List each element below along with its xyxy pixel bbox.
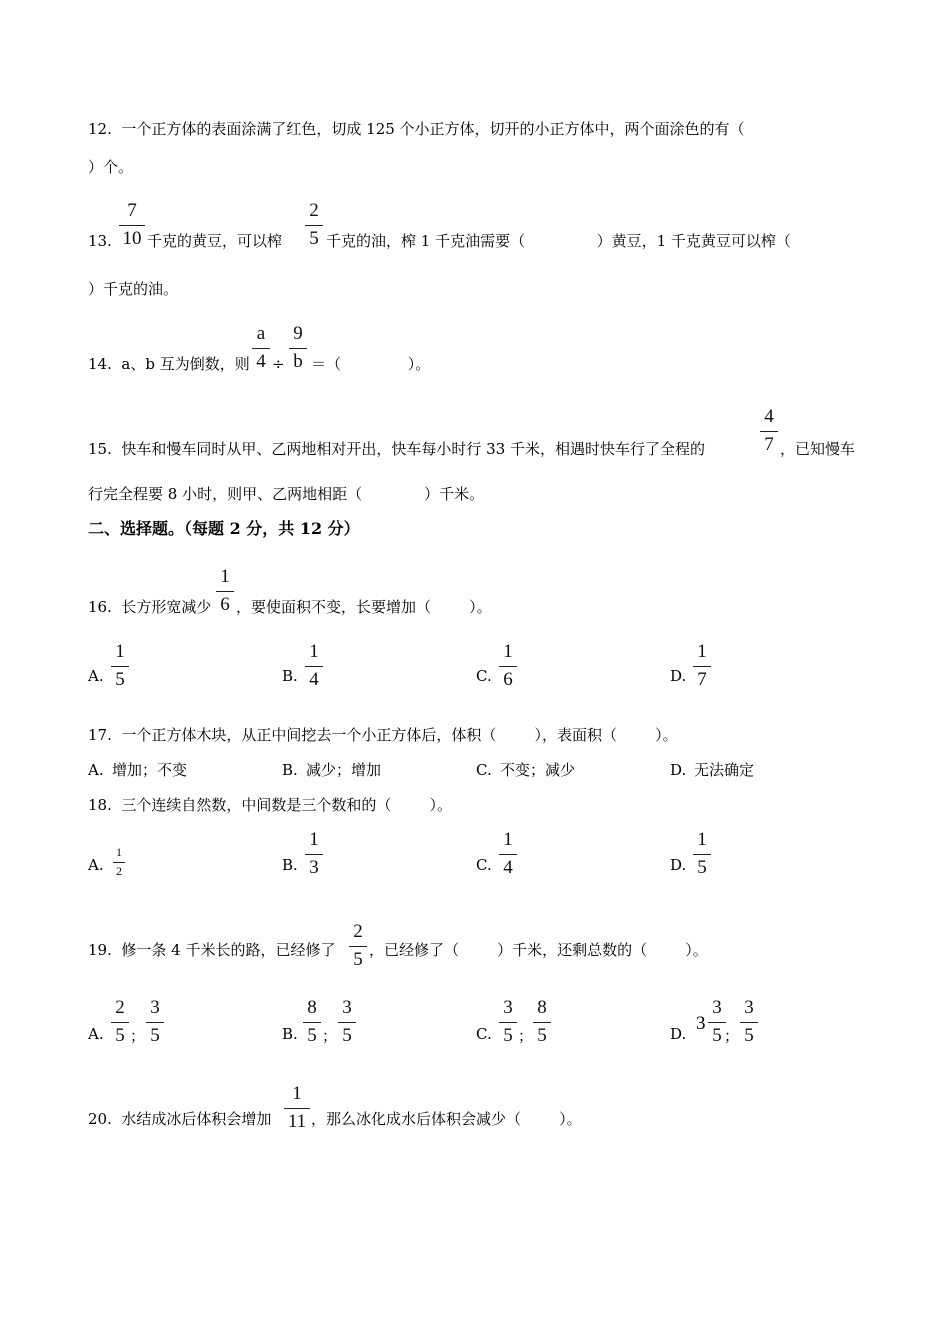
denominator: 5 bbox=[744, 1025, 754, 1046]
q20-text-2: ，那么冰化成水后体积会减少（ ）。 bbox=[311, 1110, 582, 1128]
q17-option-a-text: 增加；不变 bbox=[112, 761, 188, 779]
numerator: 1 bbox=[220, 566, 230, 587]
q15-text-1: 15. 快车和慢车同时从甲、乙两地相对开出，快车每小时行 33 千米，相遇时快车行了全程的 bbox=[88, 440, 706, 458]
fraction-bar bbox=[216, 591, 234, 592]
q19-option-d-fraction-2 bbox=[737, 996, 761, 1048]
denominator: 5 bbox=[115, 1025, 125, 1046]
fraction-bar bbox=[499, 1022, 517, 1023]
denominator: 6 bbox=[220, 594, 230, 615]
q16-option-d-label: D. bbox=[670, 667, 687, 685]
q14-fraction-2 bbox=[286, 322, 310, 374]
q12-line2: ）个。 bbox=[88, 158, 134, 176]
numerator: 4 bbox=[764, 406, 774, 427]
q13-fraction-1 bbox=[116, 199, 148, 251]
numerator: 8 bbox=[537, 997, 547, 1018]
q16-option-a-label: A. bbox=[88, 667, 104, 685]
numerator: 2 bbox=[115, 997, 125, 1018]
denominator: b bbox=[293, 351, 303, 372]
q19-fraction bbox=[346, 920, 370, 972]
q19-option-b-fraction-1 bbox=[300, 996, 324, 1048]
q19-option-c-fraction-2 bbox=[530, 996, 554, 1048]
numerator: 2 bbox=[353, 921, 363, 942]
numerator: 3 bbox=[744, 997, 754, 1018]
q17-option-b-text: 减少；增加 bbox=[306, 761, 382, 779]
section-heading: 二、选择题。（每题 2 分，共 12 分） bbox=[88, 519, 360, 538]
q19-option-d-separator: ； bbox=[724, 1027, 740, 1045]
fraction-bar bbox=[146, 1022, 164, 1023]
fraction-bar bbox=[305, 225, 323, 226]
q20-text-1: 20. 水结成冰后体积会增加 bbox=[88, 1110, 272, 1128]
fraction-bar bbox=[252, 348, 270, 349]
q17-question: 17. 一个正方体木块，从正中间挖去一个小正方体后，体积（ ），表面积（ ）。 bbox=[88, 726, 678, 744]
q19-option-c-fraction-1 bbox=[496, 996, 520, 1048]
q19-option-a-label: A. bbox=[88, 1025, 104, 1043]
numerator: 7 bbox=[127, 200, 137, 221]
q13-line2: ）千克的油。 bbox=[88, 280, 179, 298]
numerator: 9 bbox=[293, 323, 303, 344]
fraction-bar bbox=[499, 666, 517, 667]
fraction-bar bbox=[693, 854, 711, 855]
numerator: 1 bbox=[115, 641, 125, 662]
q18-option-a-label: A. bbox=[88, 856, 104, 874]
fraction-bar bbox=[305, 666, 323, 667]
fraction-bar bbox=[284, 1108, 310, 1109]
q19-option-d-whole-number: 3 bbox=[696, 1013, 706, 1034]
numerator: 1 bbox=[116, 845, 122, 859]
fraction-bar bbox=[111, 666, 129, 667]
q18-option-c-label: C. bbox=[476, 856, 492, 874]
q18-option-d-label: D. bbox=[670, 856, 687, 874]
q15-text-2: ，已知慢车 bbox=[780, 440, 856, 458]
q16-text-1: 16. 长方形宽减少 bbox=[88, 598, 212, 616]
q19-text-2: ，已经修了（ ）千米，还剩总数的（ ）。 bbox=[369, 941, 708, 959]
q19-option-a-separator: ； bbox=[130, 1027, 146, 1045]
q18-option-c-fraction bbox=[496, 828, 520, 880]
denominator: 5 bbox=[150, 1025, 160, 1046]
numerator: 3 bbox=[503, 997, 513, 1018]
q12-line1: 12. 一个正方体的表面涂满了红色，切成 125 个小正方体，切开的小正方体中，两个面涂色的有（ bbox=[88, 120, 745, 138]
numerator: a bbox=[256, 323, 266, 344]
q17-option-c-text: 不变；减少 bbox=[500, 761, 576, 779]
q13-text-2: 千克的油，榨 1 千克油需要（ ）黄豆，1 千克黄豆可以榨（ bbox=[326, 232, 791, 250]
numerator: 1 bbox=[503, 829, 513, 850]
denominator: 5 bbox=[503, 1025, 513, 1046]
q19-option-d-label: D. bbox=[670, 1025, 687, 1043]
fraction-bar bbox=[693, 666, 711, 667]
q15-fraction bbox=[757, 405, 781, 457]
fraction-bar bbox=[119, 225, 145, 226]
q19-option-a-fraction-2 bbox=[143, 996, 167, 1048]
fraction-bar bbox=[289, 348, 307, 349]
q17-option-b-label: B. bbox=[282, 761, 298, 779]
numerator: 2 bbox=[309, 200, 319, 221]
q19-option-c-label: C. bbox=[476, 1025, 492, 1043]
denominator: 11 bbox=[287, 1111, 307, 1132]
fraction-bar bbox=[740, 1022, 758, 1023]
denominator: 7 bbox=[697, 669, 707, 690]
q13-fraction-2 bbox=[302, 199, 326, 251]
denominator: 5 bbox=[307, 1025, 317, 1046]
q14-fraction-1 bbox=[249, 322, 273, 374]
q18-option-a-fraction bbox=[111, 844, 127, 880]
q19-option-c-separator: ； bbox=[518, 1027, 534, 1045]
fraction-bar bbox=[338, 1022, 356, 1023]
numerator: 1 bbox=[309, 641, 319, 662]
q16-option-b-fraction bbox=[302, 640, 326, 692]
fraction-bar bbox=[499, 854, 517, 855]
denominator: 5 bbox=[712, 1025, 722, 1046]
numerator: 3 bbox=[712, 997, 722, 1018]
denominator: 6 bbox=[503, 669, 513, 690]
fraction-bar bbox=[111, 1022, 129, 1023]
q16-option-c-fraction bbox=[496, 640, 520, 692]
denominator: 10 bbox=[122, 228, 142, 249]
q13-text-1: 千克的黄豆，可以榨 bbox=[147, 232, 283, 250]
numerator: 1 bbox=[292, 1083, 302, 1104]
q16-fraction bbox=[213, 565, 237, 617]
numerator: 1 bbox=[309, 829, 319, 850]
denominator: 2 bbox=[116, 864, 122, 878]
q14-text-1: 14. a、b 互为倒数，则 bbox=[88, 355, 250, 373]
q18-option-d-fraction bbox=[690, 828, 714, 880]
q17-option-c-label: C. bbox=[476, 761, 492, 779]
fraction-bar bbox=[760, 431, 778, 432]
denominator: 4 bbox=[309, 669, 319, 690]
numerator: 1 bbox=[503, 641, 513, 662]
q19-option-a-fraction-1 bbox=[108, 996, 132, 1048]
denominator: 7 bbox=[764, 434, 774, 455]
q16-text-2: ，要使面积不变，长要增加（ ）。 bbox=[236, 598, 492, 616]
fraction-bar bbox=[708, 1022, 726, 1023]
q16-option-a-fraction bbox=[108, 640, 132, 692]
q14-divide-sign: ÷ bbox=[272, 355, 285, 373]
fraction-bar bbox=[303, 1022, 321, 1023]
q16-option-d-fraction bbox=[690, 640, 714, 692]
q17-option-d-label: D. bbox=[670, 761, 687, 779]
numerator: 8 bbox=[307, 997, 317, 1018]
denominator: 5 bbox=[342, 1025, 352, 1046]
q19-option-b-label: B. bbox=[282, 1025, 298, 1043]
q15-line2: 行完全程要 8 小时，则甲、乙两地相距（ ）千米。 bbox=[88, 485, 485, 503]
q17-option-d-text: 无法确定 bbox=[694, 761, 755, 779]
q19-option-b-separator: ； bbox=[322, 1027, 338, 1045]
q16-option-b-label: B. bbox=[282, 667, 298, 685]
q16-option-c-label: C. bbox=[476, 667, 492, 685]
denominator: 5 bbox=[115, 669, 125, 690]
q17-option-a-label: A. bbox=[88, 761, 104, 779]
denominator: 5 bbox=[537, 1025, 547, 1046]
denominator: 3 bbox=[309, 857, 319, 878]
q18-option-b-label: B. bbox=[282, 856, 298, 874]
q18-option-b-fraction bbox=[302, 828, 326, 880]
numerator: 1 bbox=[697, 641, 707, 662]
q19-text-1: 19. 修一条 4 千米长的路，已经修了 bbox=[88, 941, 336, 959]
fraction-bar bbox=[533, 1022, 551, 1023]
q20-fraction bbox=[281, 1082, 313, 1134]
fraction-bar bbox=[349, 946, 367, 947]
q13-number: 13. bbox=[88, 232, 112, 250]
numerator: 3 bbox=[342, 997, 352, 1018]
denominator: 4 bbox=[503, 857, 513, 878]
numerator: 3 bbox=[150, 997, 160, 1018]
denominator: 5 bbox=[697, 857, 707, 878]
q18-question: 18. 三个连续自然数，中间数是三个数和的（ ）。 bbox=[88, 796, 453, 814]
denominator: 5 bbox=[309, 228, 319, 249]
numerator: 1 bbox=[697, 829, 707, 850]
q19-option-b-fraction-2 bbox=[335, 996, 359, 1048]
fraction-bar bbox=[305, 854, 323, 855]
q14-text-2: ＝（ ）。 bbox=[311, 355, 431, 373]
denominator: 4 bbox=[256, 351, 266, 372]
denominator: 5 bbox=[353, 949, 363, 970]
